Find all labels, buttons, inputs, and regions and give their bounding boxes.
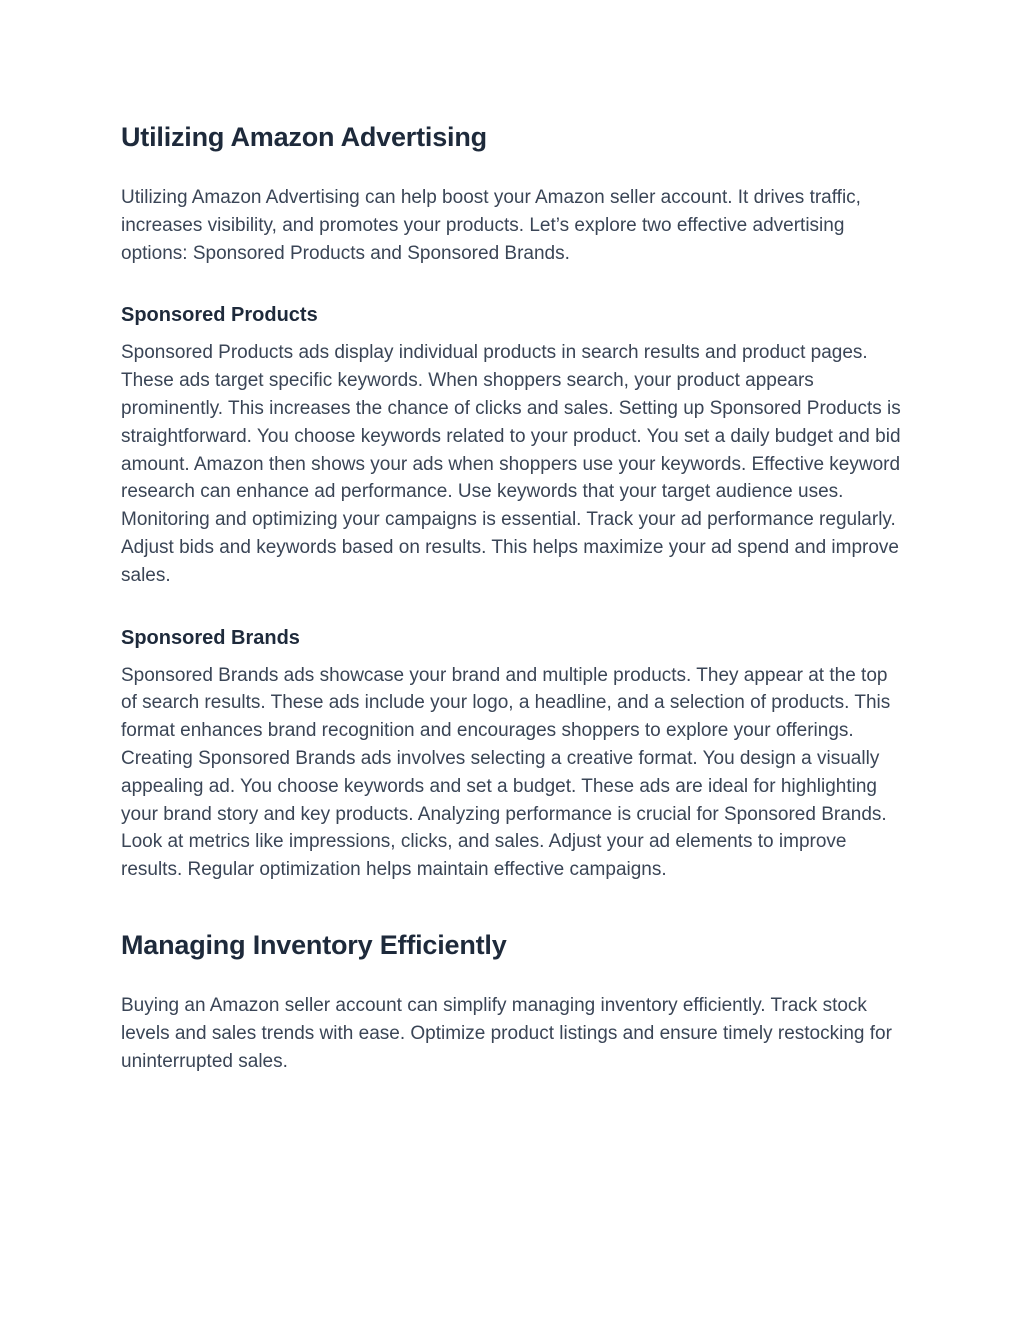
sponsored-brands-paragraph: Sponsored Brands ads showcase your brand and multiple products. They appear at the top of search results. These ads include your logo, a headline, and a selection of products. This format enhances brand recognition and encourages shoppers to explore your offerings. Creating Sponsored Brands ads involves selecting a creative format. You design a visually appealing ad. You choose keywords and set a budget. These ads are ideal for highlighting your brand story and key products. Analyzing performance is crucial for Sponsored Brands. Look at metrics like impressions, clicks, and sales. Adjust your ad elements to improve results. Regular optimization helps maintain effective campaigns. — [121, 664, 891, 881]
advertising-intro-paragraph: Utilizing Amazon Advertising can help boost your Amazon seller account. It drives traffic, increases visibility, and promotes your products. Let’s explore two effective advertising options: Sponsored Products and Sponsored Brands. — [121, 187, 861, 264]
section-heading-advertising: Utilizing Amazon Advertising — [121, 122, 487, 152]
section-heading-inventory: Managing Inventory Efficiently — [121, 929, 507, 960]
document-page — [121, 118, 906, 1075]
subheading-sponsored-products: Sponsored Products — [121, 304, 318, 327]
inventory-paragraph: Buying an Amazon seller account can simplify managing inventory efficiently. Track stock levels and sales trends with ease. Optimize product listings and ensure timely restocking for uninterrupted sales. — [121, 994, 892, 1072]
sponsored-products-paragraph: Sponsored Products ads display individual products in search results and product pages. These ads target specific keywords. When shoppers search, your product appears prominently. This increases the chance of clicks and sales. Setting up Sponsored Products is straightforward. You choose keywords related to your product. You set a daily budget and bid amount. Amazon then shows your ads when shoppers use your keywords. Effective keyword research can enhance ad performance. Use keywords that your target audience uses. Monitoring and optimizing your campaigns is essential. Track your ad performance regularly. Adjust bids and keywords based on results. This helps maximize your ad spend and improve sales. — [121, 342, 901, 586]
subheading-sponsored-brands: Sponsored Brands — [121, 626, 300, 649]
